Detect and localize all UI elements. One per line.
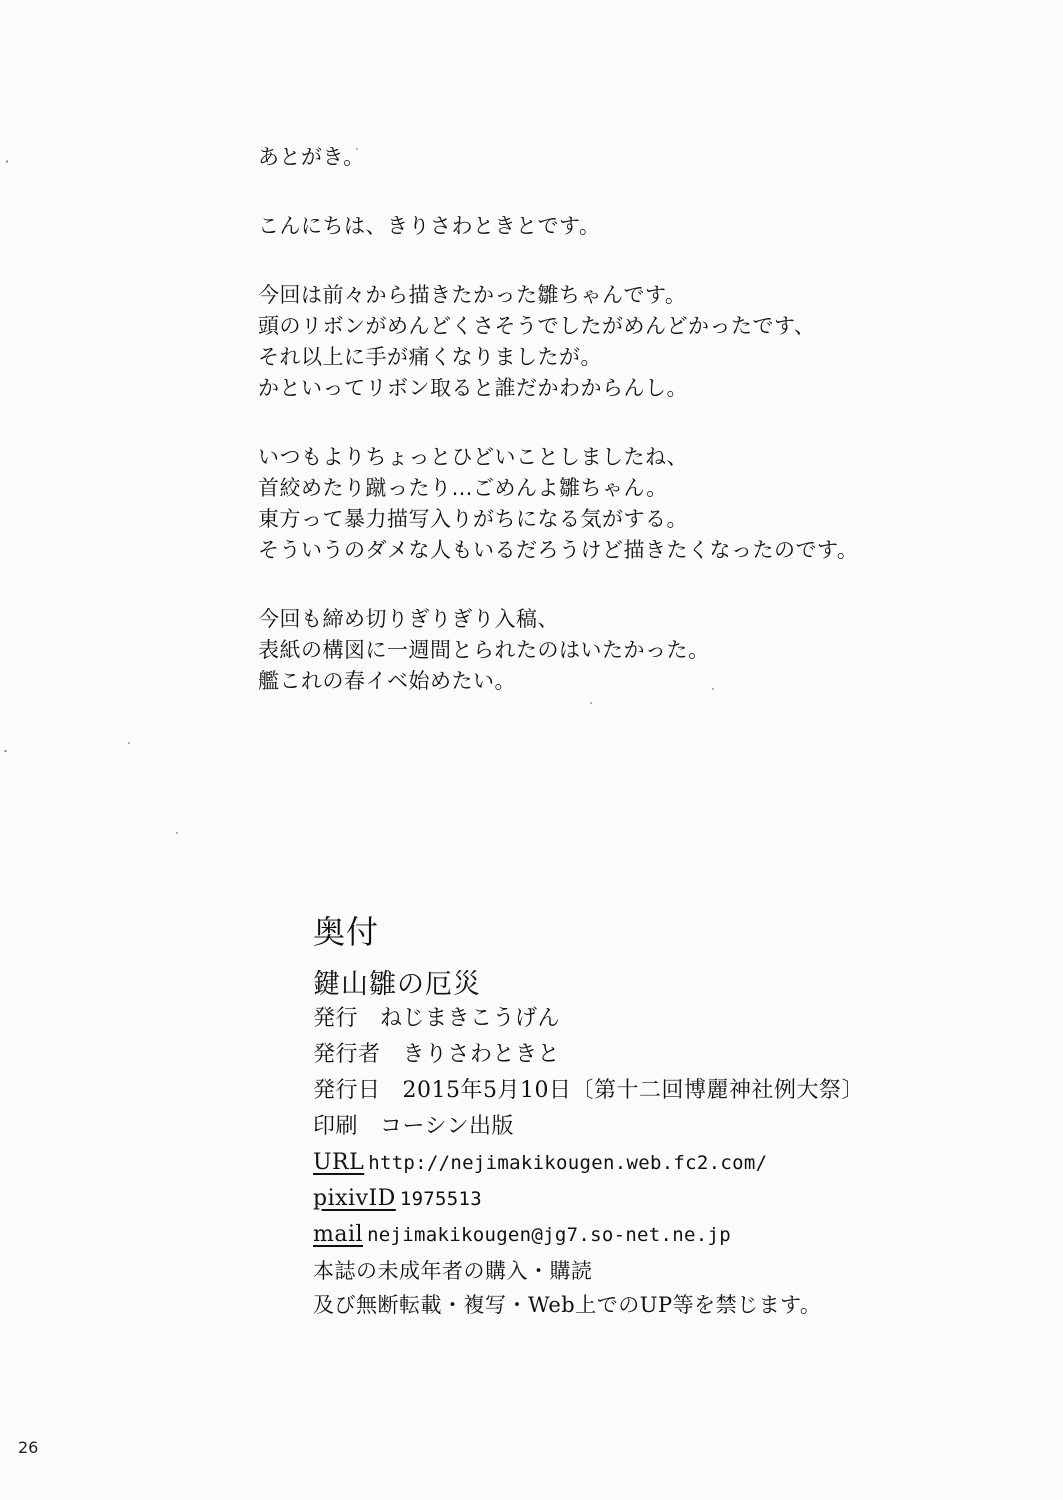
mail-label: mail bbox=[313, 1222, 364, 1247]
afterword-paragraph-1 bbox=[258, 280, 978, 404]
pixiv-value: 1975513 bbox=[399, 1188, 483, 1210]
scan-speck bbox=[4, 750, 7, 752]
author-label: 発行者 bbox=[313, 1042, 381, 1067]
afterword-line: 表紙の構図に一週間とられたのはいたかった。 bbox=[258, 638, 710, 662]
author-value: きりさわときと bbox=[402, 1042, 561, 1067]
afterword-line: それ以上に手が痛くなりましたが。 bbox=[258, 345, 602, 369]
scan-speck bbox=[176, 832, 178, 834]
book-title: 鍵山雛の厄災 bbox=[313, 969, 481, 1000]
afterword-line: 東方って暴力描写入りがちになる気がする。 bbox=[258, 507, 688, 531]
pixiv-label: pixivID bbox=[313, 1186, 396, 1211]
afterword-line: 今回も締め切りぎりぎり入稿、 bbox=[258, 607, 559, 631]
afterword-line: かといってリボン取ると誰だかわからんし。 bbox=[258, 376, 688, 400]
date-row bbox=[313, 1076, 1013, 1112]
mail-value: nejimakikougen@jg7.so-net.ne.jp bbox=[367, 1224, 731, 1246]
afterword-section bbox=[258, 142, 978, 697]
author-row bbox=[313, 1040, 1013, 1076]
pixiv-row bbox=[313, 1184, 1013, 1220]
url-row bbox=[313, 1148, 1013, 1184]
publisher-label: 発行 bbox=[313, 1006, 359, 1031]
url-value: http://nejimakikougen.web.fc2.com/ bbox=[368, 1152, 768, 1174]
page-number: 26 bbox=[18, 1438, 39, 1457]
notice-line: 本誌の未成年者の購入・購読 bbox=[313, 1259, 593, 1283]
afterword-line: 頭のリボンがめんどくさそうでしたがめんどかったです、 bbox=[258, 314, 816, 338]
afterword-line: 今回は前々から描きたかった雛ちゃんです。 bbox=[258, 283, 687, 307]
scan-speck bbox=[590, 702, 592, 704]
afterword-title: あとがき。 bbox=[258, 145, 365, 169]
printer-value: コーシン出版 bbox=[380, 1114, 515, 1139]
mail-row bbox=[313, 1220, 1013, 1256]
afterword-greeting: こんにちは、きりさわときとです。 bbox=[258, 214, 601, 238]
date-value: 2015年5月10日〔第十二回博麗神社例大祭〕 bbox=[402, 1078, 864, 1103]
notice-line: 及び無断転載・複写・Web上でのUP等を禁じます。 bbox=[313, 1293, 822, 1317]
printer-label: 印刷 bbox=[313, 1114, 359, 1139]
publisher-row bbox=[313, 1004, 1013, 1040]
afterword-paragraph-2 bbox=[258, 442, 978, 566]
afterword-line: 首絞めたり蹴ったり…ごめんよ雛ちゃん。 bbox=[258, 476, 668, 500]
url-label: URL bbox=[313, 1150, 365, 1175]
afterword-paragraph-3 bbox=[258, 604, 978, 697]
publisher-value: ねじまきこうげん bbox=[380, 1006, 561, 1031]
afterword-line: 艦これの春イベ始めたい。 bbox=[258, 669, 516, 693]
scan-speck bbox=[128, 742, 130, 744]
scan-speck bbox=[6, 160, 8, 163]
date-label: 発行日 bbox=[313, 1078, 381, 1103]
colophon-heading: 奥付 bbox=[313, 913, 380, 951]
printer-row bbox=[313, 1112, 1013, 1148]
afterword-line: いつもよりちょっとひどいことしましたね、 bbox=[258, 445, 688, 469]
afterword-line: そういうのダメな人もいるだろうけど描きたくなったのです。 bbox=[258, 538, 859, 562]
colophon-section bbox=[313, 912, 1013, 1324]
